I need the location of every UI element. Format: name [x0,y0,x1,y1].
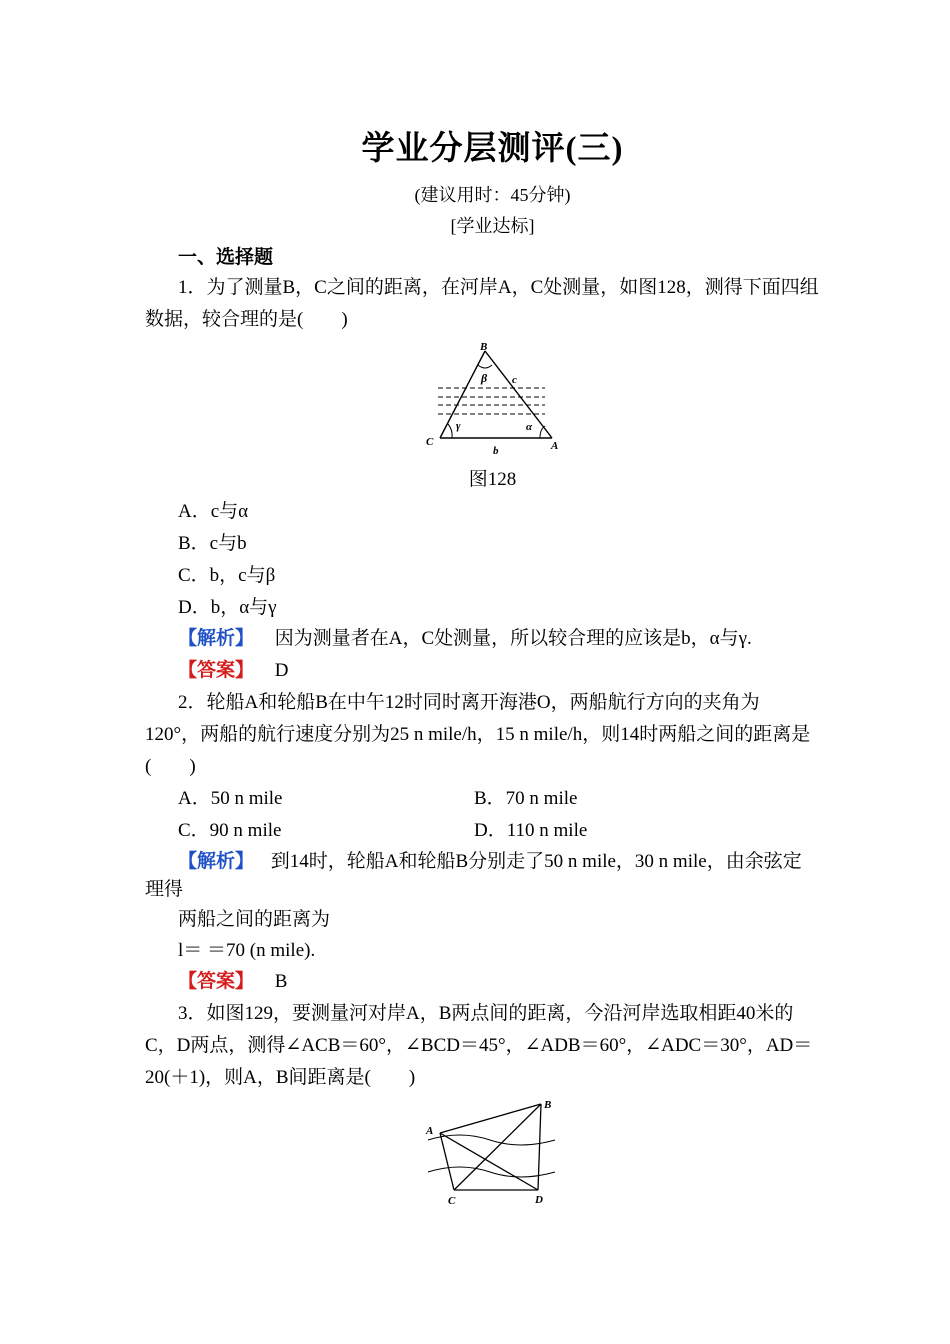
q2-option-b: B．70 n mile [474,788,578,809]
figure-129 [420,1092,570,1212]
q1-option-a: A．c与α [178,501,249,522]
fig129-label-C: C [448,1195,456,1207]
q2-analysis-line4: l＝ ＝70 (n mile). [178,940,316,961]
q2-option-a: A．50 n mile [178,788,283,809]
q1-analysis-tag: 【解析】 [178,628,255,649]
fig128-label-b: b [493,445,499,457]
q2-option-d: D．110 n mile [474,820,588,841]
figure-128 [420,338,570,460]
fig128-label-B: B [480,341,488,353]
time-note: (建议用时：45分钟) [414,185,571,205]
fig128-label-A: A [551,440,559,452]
fig128-label-C: C [426,436,434,448]
q1-stem-line2: 数据，较合理的是( ) [145,309,348,330]
fig128-label-gamma: γ [456,420,461,432]
q3-stem-line2: C，D两点，测得∠ACB＝60°，∠BCD＝45°，∠ADB＝60°，∠ADC＝30°，AD＝ [145,1035,813,1056]
fig129-label-B: B [544,1099,552,1111]
q1-answer-tag: 【答案】 [178,660,255,681]
figure-128-caption: 图128 [468,469,517,490]
section-heading: 一、选择题 [178,247,274,268]
q2-analysis-line1: 到14时，轮船A和轮船B分别走了50 n mile，30 n mile，由余弦定 [270,851,802,872]
q1-option-d: D．b，α与γ [178,597,277,618]
q1-answer-value: D [274,660,289,681]
q2-answer [178,970,287,994]
q3-stem-line1: 3．如图129，要测量河对岸A，B两点间的距离，今沿河岸选取相距40米的 [178,1003,794,1024]
fig128-label-alpha: α [526,421,533,433]
q1-option-c: C．b，c与β [178,565,276,586]
q1-analysis [178,627,752,651]
q2-analysis-line3: 两船之间的距离为 [178,909,331,930]
q2-analysis-line2: 理得 [145,879,184,900]
fig129-label-A: A [426,1125,434,1137]
q2-option-c: C．90 n mile [178,820,282,841]
q2-analysis [178,850,802,874]
q2-answer-tag: 【答案】 [178,971,255,992]
q1-analysis-text: 因为测量者在A，C处测量，所以较合理的应该是b，α与γ. [274,628,752,649]
fig128-label-beta: β [481,371,488,385]
q2-analysis-tag: 【解析】 [178,851,255,872]
page-title: 学业分层测评(三) [361,131,624,167]
fig128-label-c: c [512,374,517,386]
q2-stem-line3: ( ) [145,756,196,777]
q2-stem-line1: 2．轮船A和轮船B在中午12时同时离开海港O，两船航行方向的夹角为 [178,692,760,713]
q1-answer [178,659,289,683]
level-heading: [学业达标] [450,216,535,236]
fig129-label-D: D [535,1194,543,1206]
q2-answer-value: B [274,971,288,992]
q3-stem-line3: 20(＋1)，则A，B间距离是( ) [145,1067,416,1088]
q2-stem-line2: 120°，两船的航行速度分别为25 n mile/h，15 n mile/h，则14时两船之间的距离是 [145,724,811,745]
q1-option-b: B．c与b [178,533,247,554]
q1-stem-line1: 1．为了测量B，C之间的距离，在河岸A，C处测量，如图128，测得下面四组 [178,277,819,298]
